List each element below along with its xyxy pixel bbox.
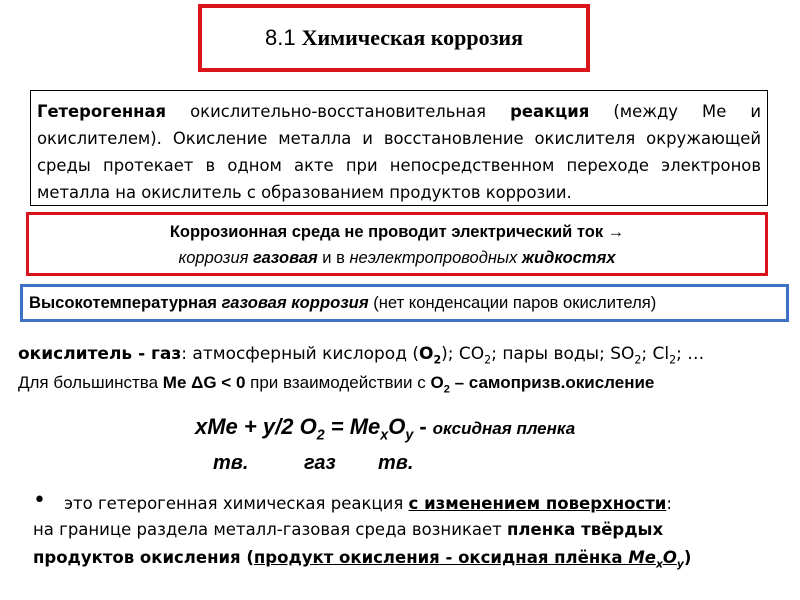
equation-o2-sub: 2 bbox=[316, 427, 325, 444]
boundary-bold: пленка твёрдых bbox=[507, 520, 664, 539]
gibbs-line bbox=[18, 373, 654, 395]
env-gas: газовая bbox=[253, 249, 318, 267]
equation-film-label: оксидная пленка bbox=[432, 419, 576, 438]
oxidizer-text-4: ; Cl bbox=[641, 344, 670, 364]
environment-line-1 bbox=[29, 219, 765, 245]
gibbs-spontaneous: самопризв.окисление bbox=[468, 373, 655, 392]
oxidizer-text-1: атмосферный кислород ( bbox=[187, 344, 419, 364]
equation-o: O bbox=[388, 414, 406, 439]
gibbs-text-2: при взаимодействии с bbox=[245, 373, 431, 392]
gibbs-text-1: Для большинства bbox=[18, 373, 163, 392]
env-and-in: и в bbox=[317, 249, 350, 267]
product-c: ) bbox=[683, 548, 692, 567]
definition-bold-reaction: реакция bbox=[510, 102, 590, 121]
oxidizer-text-5: ; … bbox=[676, 344, 705, 364]
equation-mid: = Me bbox=[324, 414, 381, 439]
environment-line-2 bbox=[29, 245, 765, 271]
high-temp-note: (нет конденсации паров окислителя) bbox=[368, 293, 657, 312]
oxidizer-colon: : bbox=[181, 344, 188, 364]
oxidizer-text-3: ; пары воды; SO bbox=[491, 344, 635, 364]
oxidation-equation bbox=[195, 414, 575, 443]
env-corrosion: коррозия bbox=[178, 249, 254, 267]
oxidizer-o2: O bbox=[419, 344, 434, 364]
bullet-icon: • bbox=[33, 488, 46, 513]
env-liquids: жидкостях bbox=[521, 249, 616, 267]
equation-sub-x: x bbox=[380, 427, 389, 444]
high-temp-box bbox=[20, 284, 789, 322]
definition-box bbox=[30, 90, 768, 206]
high-temp-gas-corrosion: газовая коррозия bbox=[221, 293, 369, 312]
oxidizer-text-2: ); CO bbox=[441, 344, 485, 364]
phase-solid-1: тв. bbox=[213, 452, 249, 474]
environment-box bbox=[26, 212, 768, 276]
product-line bbox=[33, 548, 691, 570]
gibbs-me-dg: Ме ΔG < 0 bbox=[162, 373, 246, 392]
definition-text-1: окислительно-восстановительная bbox=[166, 102, 511, 121]
title-text: Химическая коррозия bbox=[301, 25, 524, 50]
oxidizer-o2-sub: 2 bbox=[433, 353, 442, 367]
bullet-underlined: с изменением поверхности bbox=[408, 494, 667, 513]
env-nonconductive: неэлектропроводных bbox=[349, 249, 522, 267]
boundary-text: на границе раздела металл-газовая среда возникает bbox=[33, 520, 508, 539]
product-underlined bbox=[253, 548, 684, 571]
definition-text bbox=[37, 98, 761, 206]
title-number: 8.1 bbox=[264, 25, 296, 50]
product-b: продукт окисления - оксидная плёнка bbox=[253, 548, 629, 567]
equation-sub-y: y bbox=[405, 427, 414, 444]
product-sub-x: x bbox=[655, 557, 663, 571]
gibbs-dash: – bbox=[449, 373, 469, 392]
product-me: Me bbox=[628, 548, 656, 567]
gibbs-o2-sub: 2 bbox=[443, 383, 450, 396]
high-temp-bold: Высокотемпературная bbox=[29, 293, 222, 312]
boundary-line bbox=[33, 520, 663, 539]
phase-solid-2: тв. bbox=[378, 452, 414, 474]
environment-line-1-text: Коррозионная среда не проводит электрический ток → bbox=[169, 223, 625, 241]
definition-bold-heterogeneous: Гетерогенная bbox=[37, 102, 167, 121]
gibbs-o2: O bbox=[430, 373, 444, 392]
product-o: O bbox=[662, 548, 677, 567]
slide-title bbox=[198, 4, 590, 72]
oxidizer-co2-sub: 2 bbox=[484, 353, 492, 367]
phase-gas: газ bbox=[304, 452, 336, 474]
oxidizer-label: окислитель - газ bbox=[18, 344, 182, 364]
bullet-colon: : bbox=[666, 494, 672, 513]
bullet-text: это гетерогенная химическая реакция bbox=[64, 494, 409, 513]
equation-dash: - bbox=[419, 414, 427, 439]
bullet-line bbox=[64, 494, 672, 513]
oxidizer-cl2-sub: 2 bbox=[669, 353, 677, 367]
product-a: продуктов окисления ( bbox=[33, 548, 254, 567]
oxidizer-line bbox=[18, 344, 704, 366]
oxidizer-so2-sub: 2 bbox=[634, 353, 642, 367]
definition-text-2: (между Ме и окислителем). Окисление металла и восстановление окислителя окружающей среды протекает в одном акте при непосредственном переходе электронов металла на окислитель с образованием продуктов коррозии. bbox=[37, 102, 761, 202]
product-sub-y: y bbox=[676, 557, 684, 571]
equation-left: xMe + y/2 O bbox=[195, 414, 317, 439]
